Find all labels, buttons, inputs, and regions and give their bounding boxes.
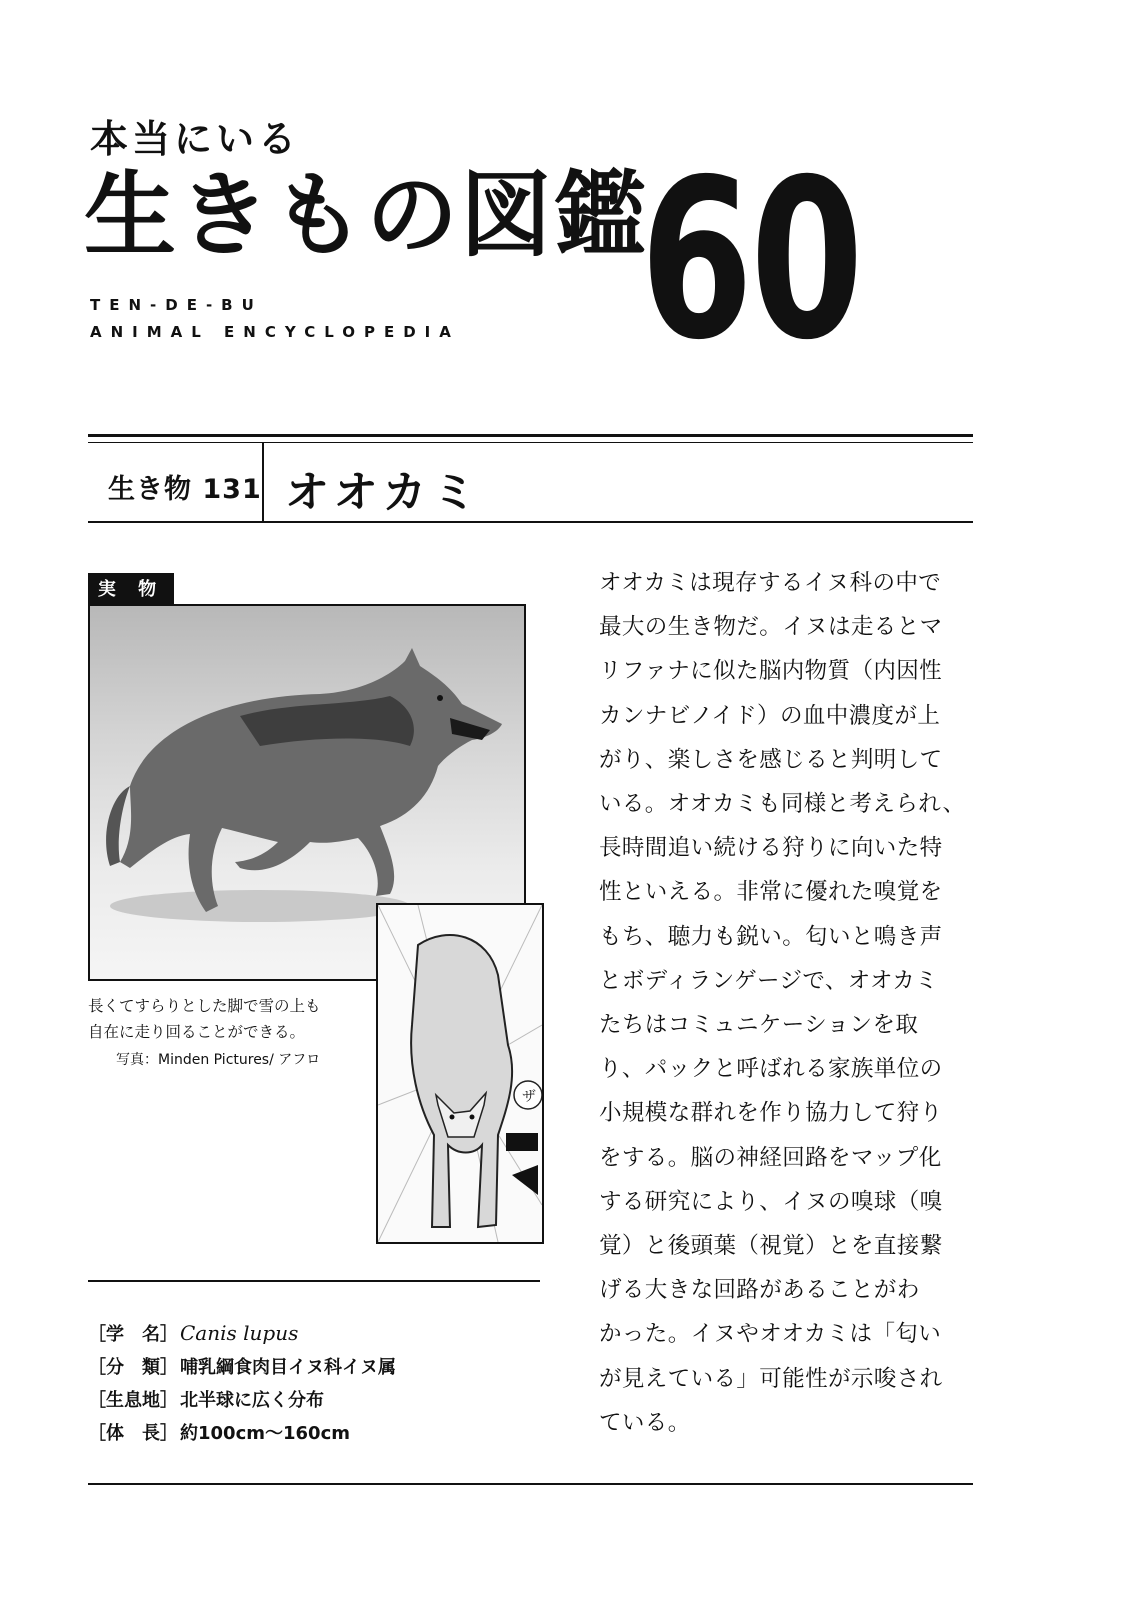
entry-divider: [262, 443, 264, 522]
body-line: 性といえる。非常に優れた嗅覚を: [599, 879, 943, 906]
info-classification-value: 哺乳綱食肉目イヌ科イヌ属: [180, 1357, 396, 1378]
series-english-line2: ANIMAL ENCYCLOPEDIA: [90, 323, 460, 341]
info-scientific-name: [88, 1320, 298, 1346]
body-line: オオカミは現存するイヌ科の中で: [599, 570, 942, 596]
series-english-line1: TEN-DE-BU: [90, 296, 263, 314]
entry-number: 生き物 131: [108, 474, 262, 505]
body-text: [599, 561, 999, 1445]
top-rule-thin: [88, 442, 973, 443]
info-scientific-value: Canis lupus: [180, 1321, 299, 1345]
body-line: をする。脳の神経回路をマップ化: [599, 1144, 942, 1171]
info-length: [88, 1419, 350, 1445]
body-line: 覚）と後頭葉（視覚）とを直接繋: [599, 1233, 943, 1260]
top-rule-thick: [88, 434, 973, 437]
photo-credit: 写真：Minden Pictures/ アフロ: [116, 1052, 321, 1068]
info-rule: [88, 1280, 540, 1282]
series-title: 生きもの図鑑: [84, 161, 649, 269]
info-length-value: 約100cm〜160cm: [180, 1423, 350, 1444]
body-line: かった。イヌやオオカミは「匂い: [599, 1321, 942, 1348]
photo-caption-line1: 長くてすらりとした脚で雪の上も: [88, 997, 321, 1015]
bottom-rule: [88, 1483, 973, 1485]
body-line: する研究により、イヌの嗅球（嗅: [599, 1188, 943, 1215]
info-habitat-label: ［生息地］: [88, 1390, 178, 1411]
info-habitat: [88, 1386, 324, 1412]
wolf-manga-illustration: [378, 905, 542, 1242]
body-line: ている。: [599, 1409, 691, 1436]
body-line: 最大の生き物だ。イヌは走るとマ: [599, 614, 943, 641]
body-line: もち、聴力も鋭い。匂いと鳴き声: [599, 923, 943, 950]
body-line: いる。オオカミも同様と考えられ、: [599, 791, 966, 818]
body-line: カンナビノイド）の血中濃度が上: [599, 702, 941, 729]
body-line: がり、楽しさを感じると判明して: [599, 746, 943, 773]
body-line: たちはコミュニケーションを取: [599, 1012, 919, 1039]
info-classification: [88, 1353, 396, 1379]
body-line: が見えている」可能性が示唆され: [599, 1365, 943, 1392]
manga-sfx: ザ: [522, 1089, 536, 1105]
body-line: 小規模な群れを作り協力して狩り: [599, 1100, 943, 1127]
entry-bottom-rule: [88, 521, 973, 523]
body-line: げる大きな回路があることがわ: [599, 1277, 920, 1304]
series-number: 60: [640, 132, 861, 388]
photo-caption: [88, 993, 321, 1045]
info-scientific-label: ［学 名］: [88, 1324, 178, 1345]
photo-tag: 実 物: [88, 573, 174, 606]
body-line: とボディランゲージで、オオカミ: [599, 967, 939, 994]
body-line: 長時間追い続ける狩りに向いた特: [599, 835, 943, 862]
body-line: リファナに似た脳内物質（内因性: [599, 658, 943, 685]
photo-caption-line2: 自在に走り回ることができる。: [88, 1023, 306, 1041]
series-subtitle: 本当にいる: [90, 117, 301, 161]
info-habitat-value: 北半球に広く分布: [180, 1390, 324, 1411]
entry-name: オオカミ: [285, 467, 483, 518]
info-classification-label: ［分 類］: [88, 1357, 178, 1378]
info-length-label: ［体 長］: [88, 1423, 178, 1444]
body-line: り、パックと呼ばれる家族単位の: [599, 1056, 943, 1083]
wolf-manga-panel: [376, 903, 544, 1244]
